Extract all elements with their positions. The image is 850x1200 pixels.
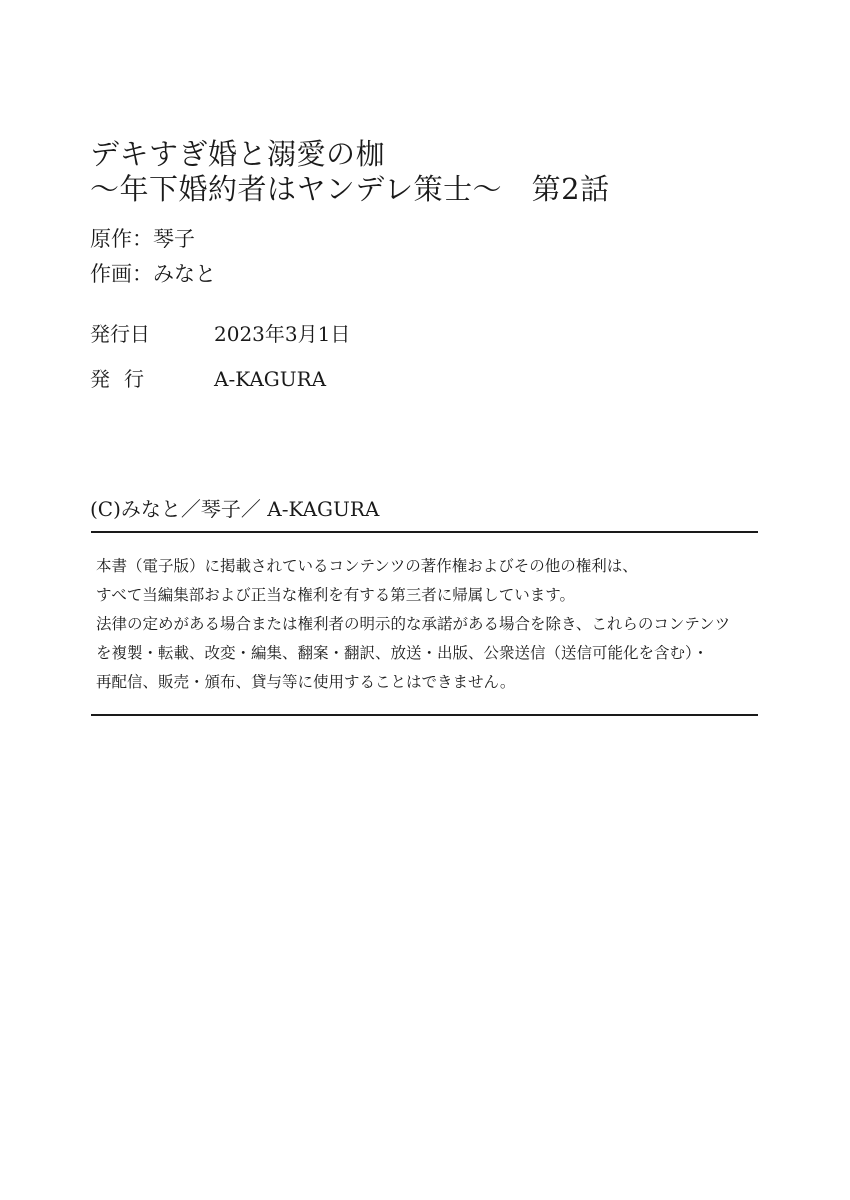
title-line-1: デキすぎ婚と溺愛の枷: [90, 137, 386, 171]
copyright-line: (C)みなと／琴子／ A-KAGURA: [90, 497, 380, 521]
notice-line: 再配信、販売・頒布、貸与等に使用することはできません。: [96, 673, 516, 691]
publication-date-row: [90, 320, 350, 348]
notice-line: を複製・転載、改変・編集、翻案・翻訳、放送・出版、公衆送信（送信可能化を含む）・: [96, 644, 709, 662]
title-line-2: ～年下婚約者はヤンデレ策士～ 第2話: [90, 172, 610, 206]
notice-line: すべて当編集部および正当な権利を有する第三者に帰属しています。: [96, 586, 575, 604]
original-author-credit: 原作：琴子: [90, 227, 195, 251]
publisher-label: 発行: [90, 367, 158, 391]
notice-line: 法律の定めがある場合または権利者の明示的な承諾がある場合を除き、これらのコンテンツ: [96, 615, 731, 633]
publication-date-value: 2023年3月1日: [214, 322, 351, 346]
notice-line: 本書（電子版）に掲載されているコンテンツの著作権およびその他の権利は、: [96, 557, 638, 575]
publisher-value: A-KAGURA: [214, 367, 327, 391]
publication-date-label: 発行日: [90, 322, 150, 346]
top-divider: [91, 531, 758, 533]
publisher-row: [90, 365, 326, 393]
artist-credit: 作画：みなと: [90, 262, 216, 286]
bottom-divider: [91, 714, 758, 716]
rights-notice: [96, 552, 756, 697]
